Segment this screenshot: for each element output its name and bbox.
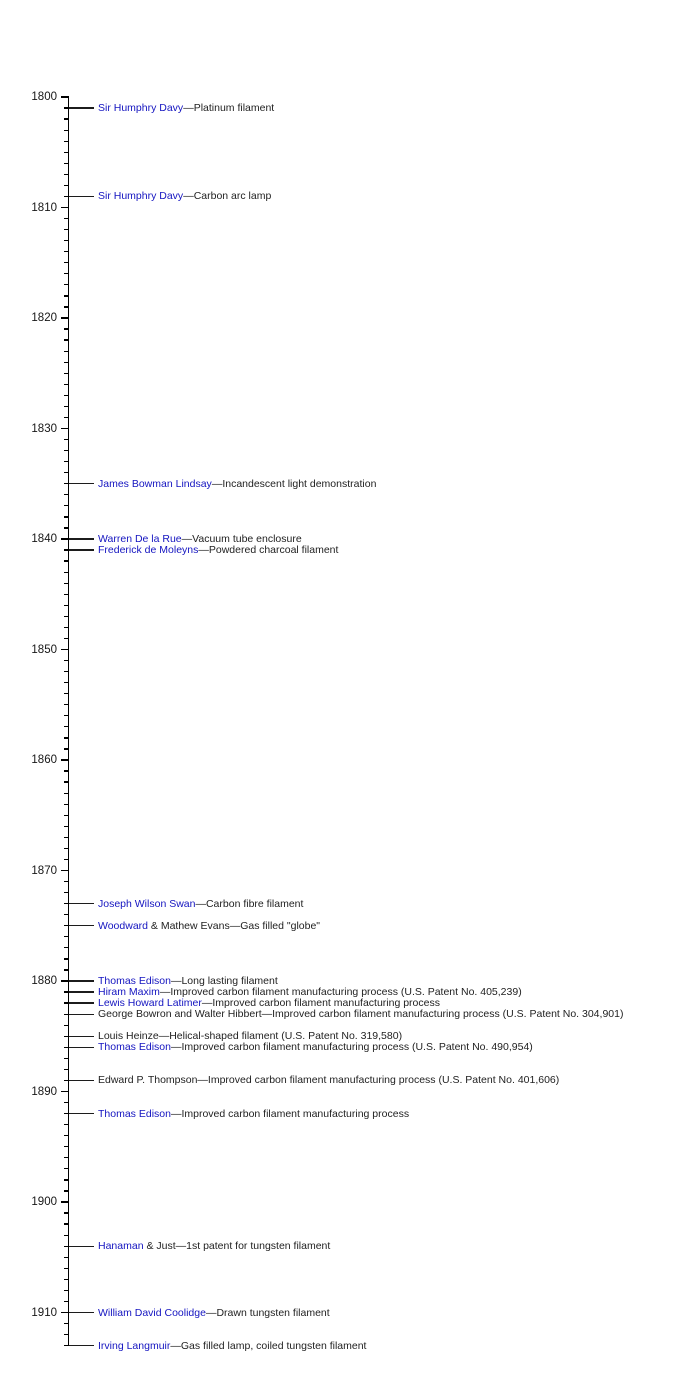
year-tick xyxy=(64,373,69,374)
year-tick xyxy=(64,406,69,407)
year-tick xyxy=(64,417,69,418)
event-person-link[interactable]: Lewis Howard Latimer xyxy=(98,997,202,1010)
event-separator: — xyxy=(229,919,241,932)
year-tick xyxy=(64,947,69,948)
year-tick xyxy=(64,1146,69,1147)
year-label: 1870 xyxy=(31,864,57,877)
year-tick xyxy=(64,218,69,219)
year-label: 1890 xyxy=(31,1085,57,1098)
event-connector xyxy=(69,196,94,197)
event-person-link[interactable]: Thomas Edison xyxy=(98,975,171,987)
year-tick xyxy=(64,892,69,893)
event-description: Carbon fibre filament xyxy=(205,897,304,910)
event-separator: — xyxy=(159,986,171,999)
year-tick xyxy=(64,682,69,683)
year-tick xyxy=(64,472,69,473)
decade-tick xyxy=(61,1091,69,1092)
year-tick xyxy=(64,362,69,363)
timeline-event xyxy=(98,102,274,114)
year-tick xyxy=(64,306,69,307)
event-connector xyxy=(69,538,94,539)
event-separator: — xyxy=(170,1041,182,1054)
year-label: 1850 xyxy=(31,643,57,656)
event-description: 1st patent for tungsten filament xyxy=(186,1240,331,1253)
year-tick xyxy=(64,837,69,838)
event-person-link[interactable]: Warren De la Rue xyxy=(98,533,182,545)
year-tick xyxy=(64,627,69,628)
event-person-name: George Bowron and Walter Hibbert xyxy=(98,1008,262,1021)
decade-tick xyxy=(61,649,69,650)
event-description: Long lasting filament xyxy=(181,975,278,987)
year-tick xyxy=(64,118,69,119)
year-tick xyxy=(64,770,69,771)
year-tick xyxy=(64,284,69,285)
event-separator: — xyxy=(261,1008,273,1021)
event-description: Platinum filament xyxy=(193,102,275,115)
year-tick xyxy=(64,384,69,385)
event-separator: — xyxy=(195,897,206,910)
year-tick xyxy=(64,1025,69,1026)
year-tick xyxy=(64,229,69,230)
decade-tick xyxy=(61,96,69,97)
year-tick xyxy=(64,240,69,241)
timeline-event xyxy=(98,1074,559,1086)
event-description: Improved carbon filament manufacturing process xyxy=(212,997,440,1010)
event-connector xyxy=(69,1080,94,1081)
event-person-link[interactable]: Frederick de Moleyns xyxy=(98,544,199,557)
year-tick xyxy=(64,781,69,782)
year-tick xyxy=(64,1235,69,1236)
year-tick xyxy=(64,1290,69,1291)
event-connector xyxy=(69,549,94,550)
year-tick xyxy=(64,859,69,860)
timeline-event xyxy=(98,898,303,910)
event-description: Improved carbon filament manufacturing process (U.S. Patent No. 401,606) xyxy=(207,1074,560,1087)
event-person-link[interactable]: Thomas Edison xyxy=(98,1041,171,1054)
year-tick xyxy=(64,605,69,606)
year-tick xyxy=(64,848,69,849)
year-label: 1810 xyxy=(31,201,57,214)
event-description: Gas filled lamp, coiled tungsten filament xyxy=(180,1339,367,1352)
year-tick xyxy=(64,1157,69,1158)
year-tick xyxy=(64,1301,69,1302)
event-description: Improved carbon filament manufacturing process (U.S. Patent No. 490,954) xyxy=(181,1041,533,1054)
decade-tick xyxy=(61,428,69,429)
year-tick xyxy=(64,793,69,794)
event-separator: — xyxy=(170,1107,182,1120)
event-connector xyxy=(69,903,94,904)
event-person-link[interactable]: Joseph Wilson Swan xyxy=(98,897,196,910)
year-tick xyxy=(64,1135,69,1136)
event-person-name: Edward P. Thompson xyxy=(98,1074,198,1087)
year-tick xyxy=(64,328,69,329)
year-tick xyxy=(64,516,69,517)
event-person-link[interactable]: Sir Humphry Davy xyxy=(98,102,184,115)
year-tick xyxy=(64,616,69,617)
year-tick xyxy=(64,726,69,727)
timeline-event xyxy=(98,1108,409,1120)
event-connector xyxy=(69,483,94,484)
year-tick xyxy=(64,273,69,274)
year-tick xyxy=(64,1334,69,1335)
timeline-event xyxy=(98,920,320,932)
year-label: 1880 xyxy=(31,975,57,987)
year-label: 1860 xyxy=(31,754,57,766)
event-connector xyxy=(69,1036,94,1037)
year-label: 1830 xyxy=(31,422,57,435)
event-description: Powdered charcoal filament xyxy=(208,544,339,557)
event-separator: — xyxy=(198,544,209,557)
event-person-suffix: & Just xyxy=(143,1240,176,1253)
year-tick xyxy=(64,505,69,506)
year-tick xyxy=(64,130,69,131)
year-tick xyxy=(64,804,69,805)
event-separator: — xyxy=(201,997,213,1010)
event-person-link[interactable]: Sir Humphry Davy xyxy=(98,190,184,203)
year-tick xyxy=(64,1279,69,1280)
decade-tick xyxy=(61,317,69,318)
year-tick xyxy=(64,1323,69,1324)
event-connector xyxy=(69,980,94,981)
year-tick xyxy=(64,936,69,937)
event-person-link[interactable]: William David Coolidge xyxy=(98,1306,206,1319)
year-tick xyxy=(64,450,69,451)
event-separator: — xyxy=(170,1339,181,1352)
year-tick xyxy=(64,1179,69,1180)
year-tick xyxy=(64,1124,69,1125)
year-tick xyxy=(64,461,69,462)
year-tick xyxy=(64,660,69,661)
event-connector xyxy=(69,925,94,926)
year-tick xyxy=(64,572,69,573)
event-connector xyxy=(69,1312,94,1313)
year-tick xyxy=(64,958,69,959)
event-connector xyxy=(69,991,94,992)
timeline-event xyxy=(98,1041,533,1053)
event-connector xyxy=(69,1047,94,1048)
event-description: Vacuum tube enclosure xyxy=(192,533,302,545)
year-tick xyxy=(64,1190,69,1191)
year-tick xyxy=(64,748,69,749)
year-tick xyxy=(64,1223,69,1224)
timeline-event xyxy=(98,478,376,490)
event-connector xyxy=(69,1002,94,1003)
timeline-event xyxy=(98,190,271,202)
year-tick xyxy=(64,1058,69,1059)
year-tick xyxy=(64,163,69,164)
event-description: Improved carbon filament manufacturing process (U.S. Patent No. 304,901) xyxy=(272,1008,624,1021)
event-description: Gas filled "globe" xyxy=(240,919,321,932)
year-tick xyxy=(64,1102,69,1103)
event-separator: — xyxy=(158,1030,170,1043)
event-person-link[interactable]: Hiram Maxim xyxy=(98,986,160,999)
event-description: Incandescent light demonstration xyxy=(222,477,377,490)
event-description: Improved carbon filament manufacturing process xyxy=(181,1107,410,1120)
year-tick xyxy=(64,1168,69,1169)
event-separator: — xyxy=(175,1240,187,1253)
event-connector xyxy=(69,1113,94,1114)
event-connector xyxy=(69,107,94,108)
year-tick xyxy=(64,737,69,738)
year-tick xyxy=(64,152,69,153)
event-separator: — xyxy=(170,975,182,987)
year-tick xyxy=(64,881,69,882)
year-tick xyxy=(64,251,69,252)
year-tick xyxy=(64,262,69,263)
timeline-event xyxy=(98,1008,623,1020)
year-label: 1840 xyxy=(31,533,57,545)
year-tick xyxy=(64,594,69,595)
event-person-link[interactable]: Woodward xyxy=(98,919,148,932)
event-connector xyxy=(69,1014,94,1015)
event-person-link[interactable]: Hanaman xyxy=(98,1240,144,1253)
year-tick xyxy=(64,969,69,970)
event-description: Carbon arc lamp xyxy=(193,190,272,203)
event-connector xyxy=(69,1246,94,1247)
year-tick xyxy=(64,295,69,296)
year-tick xyxy=(64,527,69,528)
event-separator: — xyxy=(183,190,194,203)
timeline-event xyxy=(98,1240,330,1252)
event-separator: — xyxy=(181,533,193,545)
year-label: 1900 xyxy=(31,1196,57,1208)
year-tick xyxy=(64,1268,69,1269)
event-separator: — xyxy=(183,102,194,115)
timeline-event xyxy=(98,1340,366,1352)
year-tick xyxy=(64,395,69,396)
year-tick xyxy=(64,715,69,716)
year-tick xyxy=(64,671,69,672)
decade-tick xyxy=(61,870,69,871)
event-separator: — xyxy=(205,1306,217,1319)
year-tick xyxy=(64,826,69,827)
decade-tick xyxy=(61,759,69,760)
year-tick xyxy=(64,815,69,816)
event-person-name: Louis Heinze xyxy=(98,1030,159,1043)
timeline-event xyxy=(98,1307,330,1319)
year-tick xyxy=(64,1257,69,1258)
year-tick xyxy=(64,174,69,175)
year-tick xyxy=(64,141,69,142)
year-tick xyxy=(64,351,69,352)
year-tick xyxy=(64,638,69,639)
timeline-event xyxy=(98,544,338,556)
event-person-link[interactable]: Thomas Edison xyxy=(98,1107,171,1120)
decade-tick xyxy=(61,207,69,208)
event-person-suffix: & Mathew Evans xyxy=(148,919,230,932)
event-separator: — xyxy=(197,1074,208,1087)
event-person-link[interactable]: Irving Langmuir xyxy=(98,1339,171,1352)
year-tick xyxy=(64,560,69,561)
year-tick xyxy=(64,1069,69,1070)
year-tick xyxy=(64,1212,69,1213)
year-tick xyxy=(64,693,69,694)
year-tick xyxy=(64,339,69,340)
year-label: 1800 xyxy=(31,91,57,103)
year-tick xyxy=(64,704,69,705)
year-tick xyxy=(64,494,69,495)
event-connector xyxy=(69,1345,94,1346)
decade-tick xyxy=(61,1201,69,1202)
event-description: Drawn tungsten filament xyxy=(216,1306,330,1319)
event-description: Helical-shaped filament (U.S. Patent No. 319,580) xyxy=(169,1030,403,1043)
year-label: 1820 xyxy=(31,312,57,324)
event-description: Improved carbon filament manufacturing process (U.S. Patent No. 405,239) xyxy=(170,986,522,999)
year-tick xyxy=(64,185,69,186)
year-tick xyxy=(64,914,69,915)
event-person-link[interactable]: James Bowman Lindsay xyxy=(98,477,212,490)
year-tick xyxy=(64,583,69,584)
year-label: 1910 xyxy=(31,1306,57,1319)
year-tick xyxy=(64,439,69,440)
event-separator: — xyxy=(211,477,223,490)
